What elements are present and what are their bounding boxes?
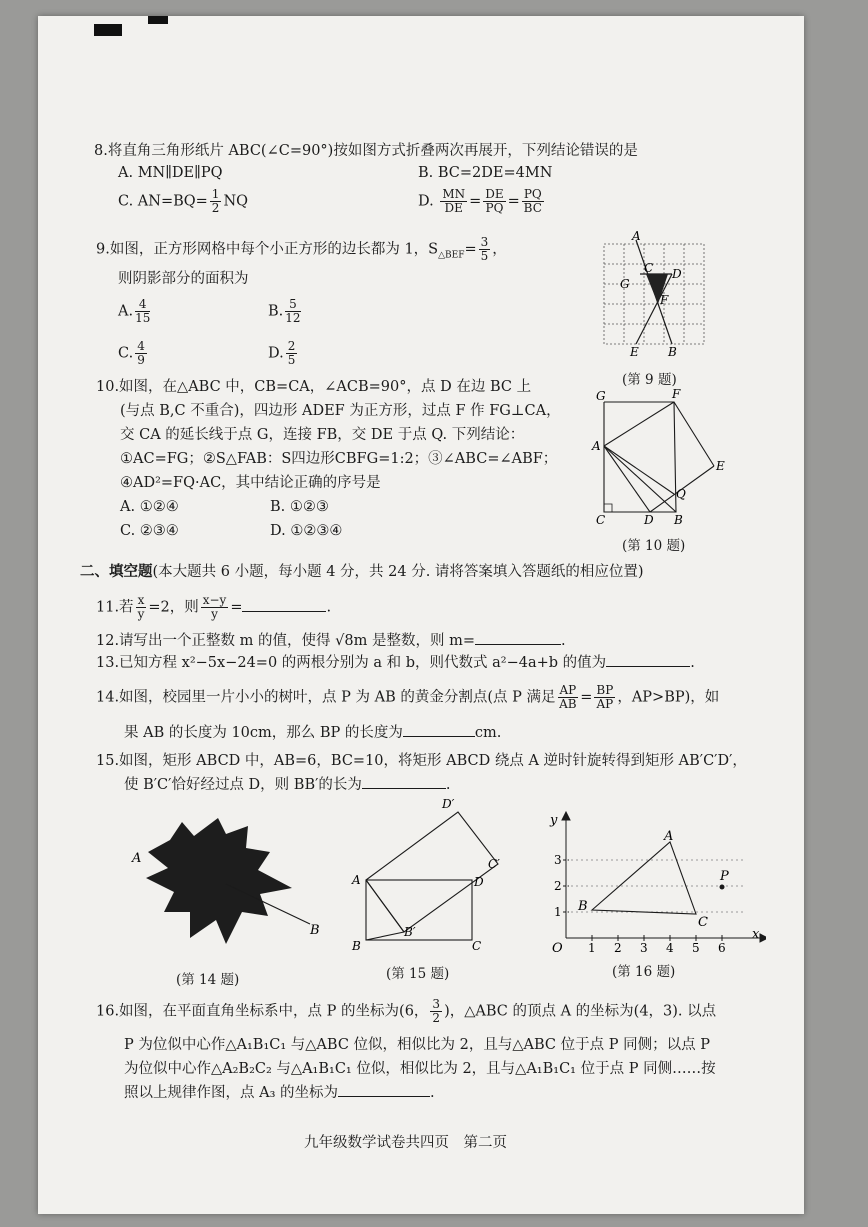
q11: 11.若 $\frac{x}{y}$ =2，则 $\frac{x-y}{y}$ = . [96, 593, 332, 621]
q10-label-b: B [674, 513, 683, 527]
q16-axis-x: x [752, 927, 760, 942]
q10-option-b: B. ①②③ [270, 499, 329, 515]
q9-label-f: F [660, 293, 669, 307]
q15-label-d1: D′ [442, 797, 455, 811]
q15-label-b1: B′ [404, 925, 416, 939]
q14-line1: 14.如图，校园里一片小小的树叶，点 P 为 AB 的黄金分割点(点 P 满足 $\frac{AP}{AB}$ = $\frac{BP}{AP}$ ，AP>BP)，如 [96, 683, 720, 711]
q8-d-frac1: $\frac{MN}{DE}$ [442, 187, 466, 215]
q16-xtick-2: 2 [614, 941, 622, 955]
q16-line2: P 为位似中心作△A₁B₁C₁ 与△ABC 位似，相似比为 2，且与△ABC 位于点 P 同侧；以点 P [124, 1037, 710, 1053]
q16-xtick-3: 3 [640, 941, 648, 955]
q15-label-c1: C′ [488, 857, 500, 871]
q10-option-c: C. ②③④ [120, 523, 179, 539]
q8-option-a: A. MN∥DE∥PQ [118, 165, 223, 181]
q16-label-b: B [578, 899, 588, 914]
q9-option-b: B. $\frac{5}{12}$ [268, 297, 301, 325]
q10-label-g: G [596, 389, 606, 403]
q16-ytick-1: 1 [554, 905, 562, 919]
q15-label-c: C [472, 939, 482, 953]
q10-line2: (与点 B,C 不重合)，四边形 ADEF 为正方形，过点 F 作 FG⊥CA， [120, 403, 561, 419]
q9-fraction: $\frac{3}{5}$ [480, 235, 489, 263]
q15-label-a: A [352, 873, 361, 887]
q15-line1: 15.如图，矩形 ABCD 中，AB=6，BC=10，将矩形 ABCD 绕点 A 逆时针旋转得到矩形 AB′C′D′， [96, 753, 747, 769]
triangle-abc [592, 842, 696, 914]
q14-label-b: B [310, 923, 320, 938]
q10-label-c: C [596, 513, 606, 527]
leaf-shape [146, 818, 292, 944]
q9-option-c: C. $\frac{4}{9}$ [118, 339, 145, 367]
q9-option-d: D. $\frac{2}{5}$ [268, 339, 296, 367]
q15-caption: (第 15 题) [386, 966, 450, 982]
q9-label-d: D [672, 267, 682, 281]
q16-line3: 为位似中心作△A₂B₂C₂ 与△A₁B₁C₁ 位似，相似比为 2，且与△A₁B₁C₁ 位于点 P 同侧……按 [124, 1061, 716, 1077]
q9-caption: (第 9 题) [622, 372, 677, 388]
q15-line2: 使 B′C′恰好经过点 D，则 BB′的长为 . [124, 777, 451, 793]
q9-stem: 9.如图，正方形网格中每个小正方形的边长都为 1，$S_{\triangle BEF}=$ $\frac{3}{5}$ ， [96, 235, 507, 263]
q16-answer-blank[interactable] [338, 1084, 430, 1097]
q14-line2: 果 AB 的长度为 10cm，那么 BP 的长度为 cm. [124, 725, 502, 741]
q12: 12.请写出一个正整数 m 的值，使得 √8m 是整数，则 m= . [96, 633, 566, 649]
q13: 13.已知方程 x²−5x−24=0 的两根分别为 a 和 b，则代数式 a²−4a+b 的值为 . [96, 655, 695, 671]
q16-label-p: P [720, 869, 729, 884]
q8-option-d: D. $\frac{MN}{DE}$ = $\frac{DE}{PQ}$ = $\frac{PQ}{BC}$ [418, 187, 542, 215]
scan-mark-left [94, 24, 122, 36]
q16-figure [546, 810, 766, 960]
q16-line1: 16.如图，在平面直角坐标系中，点 P 的坐标为(6， $\frac{3}{2}$ )，△ABC 的顶点 A 的坐标为(4，3). 以点 [96, 997, 717, 1025]
q8-d-frac2: $\frac{DE}{PQ}$ [485, 187, 504, 215]
q10-caption: (第 10 题) [622, 538, 686, 554]
q10-option-d: D. ①②③④ [270, 523, 343, 539]
q9-label-b: B [668, 345, 677, 359]
q8-d-frac3: $\frac{PQ}{BC}$ [523, 187, 542, 215]
q10-figure [588, 386, 728, 528]
q16-axis-y: y [550, 813, 558, 828]
q13-answer-blank[interactable] [606, 654, 690, 667]
q8-option-c [118, 188, 248, 215]
q15-label-b: B [352, 939, 361, 953]
q16-label-c: C [698, 915, 708, 930]
q16-xtick-5: 5 [692, 941, 700, 955]
q16-ytick-3: 3 [554, 853, 562, 867]
q9-option-a: A. $\frac{4}{15}$ [118, 297, 151, 325]
q16-ytick-2: 2 [554, 879, 562, 893]
q14-leaf-figure [130, 812, 330, 962]
q10-option-a: A. ①②④ [120, 499, 179, 515]
scan-mark-right [148, 16, 168, 24]
q16-xtick-6: 6 [718, 941, 726, 955]
q16-xtick-1: 1 [588, 941, 596, 955]
q10-line5: ④AD²=FQ·AC，其中结论正确的序号是 [120, 475, 381, 491]
q10-label-e: E [716, 459, 725, 473]
section2-title: 二、填空题 [80, 564, 153, 580]
q9-label-g: G [620, 277, 630, 291]
section2-header [80, 563, 644, 581]
q9-line2: 则阴影部分的面积为 [118, 271, 249, 287]
q14-answer-blank[interactable] [403, 724, 475, 737]
q16-xtick-4: 4 [666, 941, 674, 955]
q16-origin: O [552, 941, 563, 956]
q16-caption: (第 16 题) [612, 964, 676, 980]
page-footer: 九年级数学试卷共四页 第二页 [304, 1135, 507, 1151]
q10-line4: ①AC=FG；②S△FAB：S四边形CBFG=1:2；③∠ABC=∠ABF； [120, 451, 558, 467]
q10-label-d: D [644, 513, 654, 527]
section2-desc: (本大题共 6 小题，每小题 4 分，共 24 分. 请将答案填入答题纸的相应位置) [152, 564, 644, 580]
q8-c-post: NQ [223, 193, 249, 210]
q10-line3: 交 CA 的延长线于点 G，连接 FB，交 DE 于点 Q. 下列结论： [120, 427, 525, 443]
q9-label-c: C [644, 261, 654, 275]
q10-label-q: Q [676, 487, 686, 501]
point-p [720, 885, 725, 890]
q8-c-pre: C. AN=BQ= [118, 193, 208, 210]
q10-label-a: A [592, 439, 601, 453]
q14-caption: (第 14 题) [176, 972, 240, 988]
q15-label-d: D [474, 875, 484, 889]
q15-answer-blank[interactable] [362, 776, 446, 789]
q10-label-f: F [672, 387, 681, 401]
q9-figure [596, 230, 726, 365]
q15-figure [348, 792, 518, 960]
q8-stem: 8.将直角三角形纸片 ABC(∠C=90°)按如图方式折叠两次再展开，下列结论错误的是 [94, 143, 638, 159]
q12-answer-blank[interactable] [475, 632, 561, 645]
q11-answer-blank[interactable] [242, 599, 326, 612]
q9-label-a: A [632, 230, 641, 243]
q8-c-fraction: $\frac{1}{2}$ [211, 187, 220, 215]
q9-label-e: E [630, 345, 639, 359]
q10-line1: 10.如图，在△ABC 中，CB=CA，∠ACB=90°，点 D 在边 BC 上 [96, 379, 532, 395]
q16-label-a: A [664, 829, 674, 844]
q16-line4: 照以上规律作图，点 A₃ 的坐标为 . [124, 1085, 435, 1101]
q14-label-a: A [132, 851, 142, 866]
q8-option-b: B. BC=2DE=4MN [418, 165, 553, 181]
